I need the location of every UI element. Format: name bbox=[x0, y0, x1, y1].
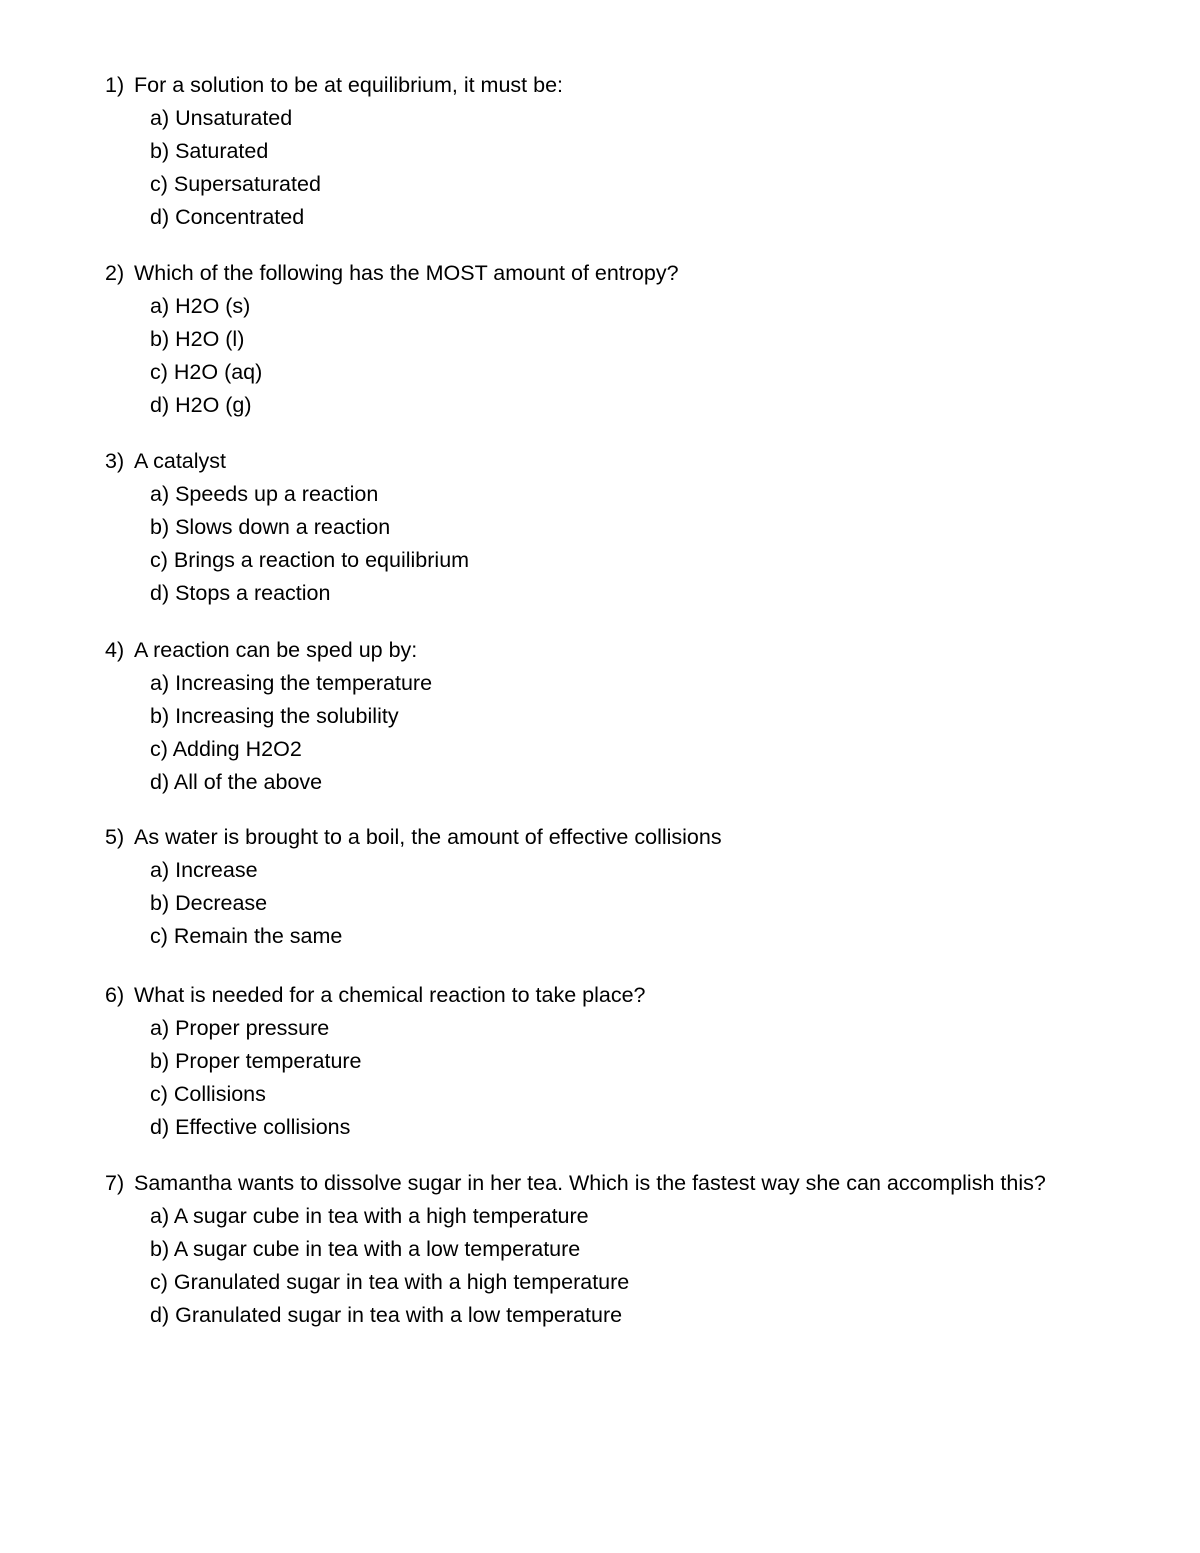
option-list bbox=[105, 293, 1105, 425]
option-list bbox=[105, 105, 1105, 237]
question-text: Samantha wants to dissolve sugar in her tea. Which is the fastest way she can accomplish this? bbox=[134, 1171, 1046, 1195]
option-list bbox=[105, 481, 1105, 613]
question-header bbox=[105, 982, 1105, 1008]
question-header bbox=[105, 824, 1105, 850]
option-a: a) Increasing the temperature bbox=[150, 671, 433, 695]
option-list bbox=[105, 1203, 1090, 1335]
option-list bbox=[105, 857, 1105, 956]
option-d: d) Granulated sugar in tea with a low temperature bbox=[150, 1303, 623, 1327]
question-number: 4) bbox=[105, 638, 125, 662]
question-number: 2) bbox=[105, 261, 125, 285]
option-c: c) Supersaturated bbox=[150, 172, 321, 196]
option-d: d) Stops a reaction bbox=[150, 581, 331, 605]
option-list bbox=[105, 670, 1105, 802]
question-header bbox=[105, 1170, 1090, 1196]
question-number: 6) bbox=[105, 983, 125, 1007]
option-b: b) A sugar cube in tea with a low temperature bbox=[150, 1237, 581, 1261]
option-a: a) Speeds up a reaction bbox=[150, 482, 379, 506]
option-b: b) Increasing the solubility bbox=[150, 704, 399, 728]
question-text: Which of the following has the MOST amount of entropy? bbox=[134, 261, 679, 285]
question-header bbox=[105, 72, 1105, 98]
option-c: c) Brings a reaction to equilibrium bbox=[150, 548, 470, 572]
option-a: a) Proper pressure bbox=[150, 1016, 330, 1040]
option-b: b) Decrease bbox=[150, 891, 268, 915]
question-text: For a solution to be at equilibrium, it must be: bbox=[134, 73, 564, 97]
option-a: a) Unsaturated bbox=[150, 106, 293, 130]
question-number: 5) bbox=[105, 825, 125, 849]
option-c: c) H2O (aq) bbox=[150, 360, 263, 384]
question-4 bbox=[105, 637, 1105, 802]
question-text: What is needed for a chemical reaction to take place? bbox=[134, 983, 646, 1007]
question-7 bbox=[105, 1170, 1090, 1335]
option-a: a) Increase bbox=[150, 858, 258, 882]
option-d: d) Concentrated bbox=[150, 205, 305, 229]
option-a: a) A sugar cube in tea with a high temperature bbox=[150, 1204, 589, 1228]
option-c: c) Collisions bbox=[150, 1082, 266, 1106]
option-c: c) Remain the same bbox=[150, 924, 343, 948]
question-number: 3) bbox=[105, 449, 125, 473]
question-text: A reaction can be sped up by: bbox=[134, 638, 418, 662]
question-header bbox=[105, 637, 1105, 663]
option-c: c) Adding H2O2 bbox=[150, 737, 302, 761]
question-1 bbox=[105, 72, 1105, 237]
option-list bbox=[105, 1015, 1105, 1147]
option-b: b) Saturated bbox=[150, 139, 269, 163]
question-2 bbox=[105, 260, 1105, 425]
question-number: 7) bbox=[105, 1171, 125, 1195]
option-a: a) H2O (s) bbox=[150, 294, 251, 318]
option-b: b) Slows down a reaction bbox=[150, 515, 391, 539]
question-text: A catalyst bbox=[134, 449, 227, 473]
option-d: d) Effective collisions bbox=[150, 1115, 351, 1139]
question-6 bbox=[105, 982, 1105, 1147]
question-header bbox=[105, 260, 1105, 286]
question-text: As water is brought to a boil, the amount of effective collisions bbox=[134, 825, 722, 849]
option-d: d) All of the above bbox=[150, 770, 323, 794]
option-b: b) H2O (l) bbox=[150, 327, 245, 351]
question-3 bbox=[105, 448, 1105, 613]
option-c: c) Granulated sugar in tea with a high temperature bbox=[150, 1270, 630, 1294]
option-d: d) H2O (g) bbox=[150, 393, 252, 417]
question-5 bbox=[105, 824, 1105, 956]
question-header bbox=[105, 448, 1105, 474]
option-b: b) Proper temperature bbox=[150, 1049, 362, 1073]
question-number: 1) bbox=[105, 73, 125, 97]
